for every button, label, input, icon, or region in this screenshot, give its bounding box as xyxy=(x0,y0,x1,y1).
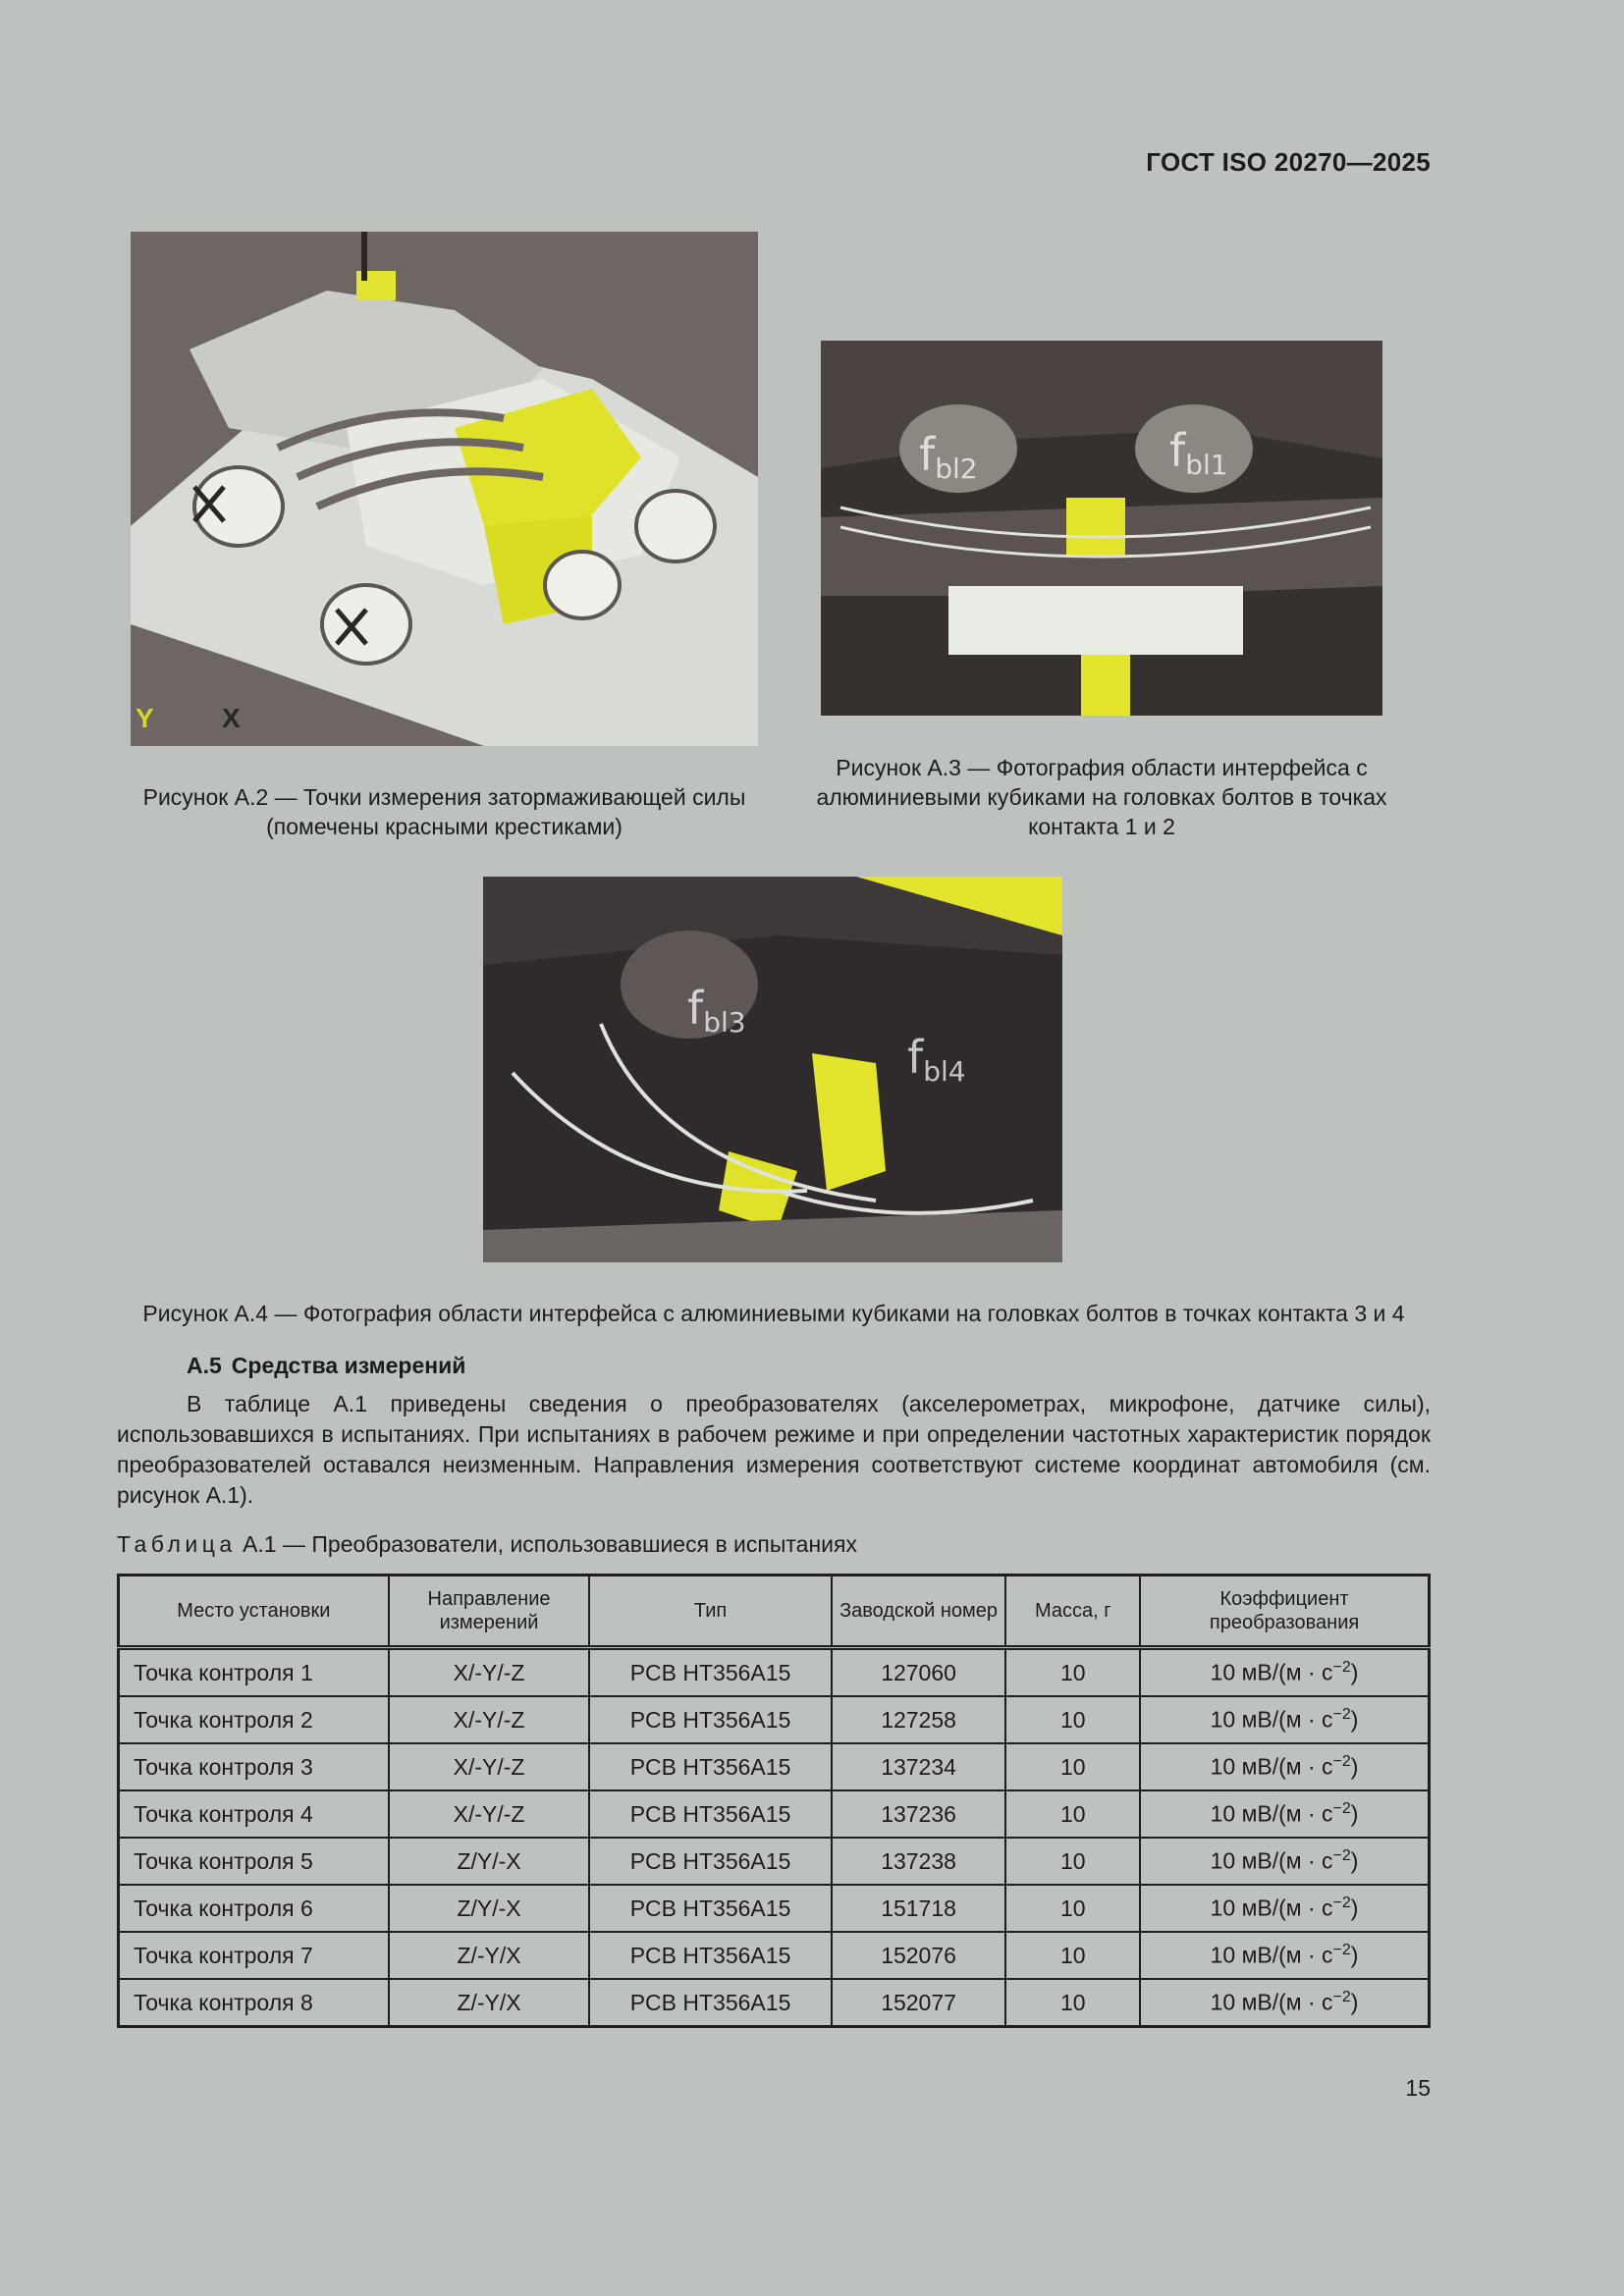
interface-photo-a3 xyxy=(821,341,1382,716)
table-cell: 10 xyxy=(1005,1979,1140,2027)
table-cell: 10 xyxy=(1005,1932,1140,1979)
coefficient-exponent: −2 xyxy=(1332,1989,1351,2006)
coefficient-exponent: −2 xyxy=(1332,1659,1351,1677)
coefficient-base: 10 мВ/(м · с xyxy=(1210,1895,1333,1921)
table-row xyxy=(119,1743,1430,1790)
coefficient-base: 10 мВ/(м · с xyxy=(1210,1800,1333,1827)
table-cell: Точка контроля 5 xyxy=(119,1838,389,1885)
coefficient-close: ) xyxy=(1350,1847,1359,1874)
table-cell: Z/-Y/X xyxy=(389,1979,590,2027)
table-cell: X/-Y/-Z xyxy=(389,1790,590,1838)
table-cell: PCB HT356A15 xyxy=(589,1696,831,1743)
table-cell: 127258 xyxy=(832,1696,1006,1743)
column-header: Направление измерений xyxy=(389,1575,590,1648)
table-cell: X/-Y/-Z xyxy=(389,1648,590,1697)
table-cell: Z/Y/-X xyxy=(389,1885,590,1932)
table-row xyxy=(119,1790,1430,1838)
table-cell: 127060 xyxy=(832,1648,1006,1697)
table-row xyxy=(119,1979,1430,2027)
table-cell: 10 xyxy=(1005,1648,1140,1697)
label-fbl4: fbl4 xyxy=(907,1031,966,1088)
table-cell: 152076 xyxy=(832,1932,1006,1979)
figure-a4-photo xyxy=(483,877,1062,1262)
coefficient-exponent: −2 xyxy=(1332,1942,1351,1959)
section-paragraph: В таблице А.1 приведены сведения о преобразователях (акселерометрах, микрофоне, датчике силы), использовавшихся в испытаниях. При испытаниях в рабочем режиме и при определении частотных характеристик порядок преобразователей оставался неизменным. Направления измерения соответствуют системе координат автомобиля (см. рисунок А.1). xyxy=(117,1391,1431,1508)
axis-x-label: X xyxy=(222,703,241,733)
table-row xyxy=(119,1838,1430,1885)
table-caption-word: Таблица xyxy=(117,1531,237,1557)
table-cell: 137234 xyxy=(832,1743,1006,1790)
table-cell: Z/-Y/X xyxy=(389,1932,590,1979)
coefficient-exponent: −2 xyxy=(1332,1753,1351,1771)
table-cell: 10 xyxy=(1005,1743,1140,1790)
column-header: Заводской номер xyxy=(832,1575,1006,1648)
figure-a2-caption: Рисунок А.2 — Точки измерения затормаживающей силы (помечены красными крестиками) xyxy=(142,784,746,839)
table-cell: Точка контроля 3 xyxy=(119,1743,389,1790)
table-caption-text: А.1 — Преобразователи, использовавшиеся в испытаниях xyxy=(243,1531,857,1557)
table-cell: 10 xyxy=(1005,1790,1140,1838)
table-cell-coefficient xyxy=(1140,1743,1429,1790)
coefficient-base: 10 мВ/(м · с xyxy=(1210,1989,1333,2015)
column-header: Коэффициент преобразования xyxy=(1140,1575,1429,1648)
table-cell: 10 xyxy=(1005,1696,1140,1743)
engine-illustration xyxy=(131,232,758,746)
coefficient-close: ) xyxy=(1350,1895,1359,1921)
table-cell-coefficient xyxy=(1140,1885,1429,1932)
interface-photo-a4 xyxy=(483,877,1062,1262)
coefficient-base: 10 мВ/(м · с xyxy=(1210,1942,1333,1968)
table-cell: PCB HT356A15 xyxy=(589,1838,831,1885)
column-header: Тип xyxy=(589,1575,831,1648)
column-header: Место установки xyxy=(119,1575,389,1648)
figure-a3-caption: Рисунок А.3 — Фотография области интерфейса с алюминиевыми кубиками на головках болтов в точках контакта 1 и 2 xyxy=(816,755,1387,839)
coefficient-close: ) xyxy=(1350,1800,1359,1827)
coefficient-base: 10 мВ/(м · с xyxy=(1210,1706,1333,1733)
coefficient-base: 10 мВ/(м · с xyxy=(1210,1659,1333,1685)
table-header-row xyxy=(119,1575,1430,1648)
table-cell-coefficient xyxy=(1140,1648,1429,1697)
table-cell: Точка контроля 4 xyxy=(119,1790,389,1838)
table-cell-coefficient xyxy=(1140,1790,1429,1838)
coefficient-close: ) xyxy=(1350,1659,1359,1685)
column-header: Масса, г xyxy=(1005,1575,1140,1648)
table-row xyxy=(119,1696,1430,1743)
table-row xyxy=(119,1885,1430,1932)
figure-a2-photo xyxy=(131,232,758,746)
table-row xyxy=(119,1648,1430,1697)
page-number: 15 xyxy=(1405,2075,1431,2101)
table-cell: PCB HT356A15 xyxy=(589,1648,831,1697)
figure-a3-photo xyxy=(821,341,1382,716)
table-cell: Точка контроля 1 xyxy=(119,1648,389,1697)
table-cell: Точка контроля 7 xyxy=(119,1932,389,1979)
label-fbl3: fbl3 xyxy=(687,982,746,1039)
table-cell: Точка контроля 2 xyxy=(119,1696,389,1743)
table-cell: PCB HT356A15 xyxy=(589,1790,831,1838)
coefficient-exponent: −2 xyxy=(1332,1706,1351,1724)
table-cell: X/-Y/-Z xyxy=(389,1743,590,1790)
table-cell: 10 xyxy=(1005,1885,1140,1932)
table-caption xyxy=(117,1531,857,1558)
section-title: Средства измерений xyxy=(231,1353,466,1378)
coefficient-close: ) xyxy=(1350,1942,1359,1968)
table-cell: PCB HT356A15 xyxy=(589,1743,831,1790)
coefficient-base: 10 мВ/(м · с xyxy=(1210,1753,1333,1780)
table-cell: PCB HT356A15 xyxy=(589,1885,831,1932)
section-heading xyxy=(187,1353,465,1379)
label-fbl2: fbl2 xyxy=(919,428,978,485)
table-cell: Z/Y/-X xyxy=(389,1838,590,1885)
coefficient-base: 10 мВ/(м · с xyxy=(1210,1847,1333,1874)
table-cell: 151718 xyxy=(832,1885,1006,1932)
table-cell: 137238 xyxy=(832,1838,1006,1885)
coefficient-exponent: −2 xyxy=(1332,1895,1351,1912)
table-cell-coefficient xyxy=(1140,1932,1429,1979)
transducers-table xyxy=(117,1574,1431,2028)
table-cell-coefficient xyxy=(1140,1838,1429,1885)
coefficient-exponent: −2 xyxy=(1332,1847,1351,1865)
table-cell: PCB HT356A15 xyxy=(589,1979,831,2027)
table-cell: 137236 xyxy=(832,1790,1006,1838)
table-cell: 10 xyxy=(1005,1838,1140,1885)
axis-y-label: Y xyxy=(135,703,154,733)
table-cell: Точка контроля 8 xyxy=(119,1979,389,2027)
coefficient-exponent: −2 xyxy=(1332,1800,1351,1818)
section-number: А.5 xyxy=(187,1353,222,1378)
document-id: ГОСТ ISO 20270—2025 xyxy=(1146,147,1431,177)
table-cell-coefficient xyxy=(1140,1696,1429,1743)
table-cell: X/-Y/-Z xyxy=(389,1696,590,1743)
coefficient-close: ) xyxy=(1350,1753,1359,1780)
table-cell-coefficient xyxy=(1140,1979,1429,2027)
table-row xyxy=(119,1932,1430,1979)
label-fbl1: fbl1 xyxy=(1169,424,1228,481)
coefficient-close: ) xyxy=(1350,1989,1359,2015)
table-cell: Точка контроля 6 xyxy=(119,1885,389,1932)
table-cell: PCB HT356A15 xyxy=(589,1932,831,1979)
figure-a4-caption: Рисунок А.4 — Фотография области интерфейса с алюминиевыми кубиками на головках болтов в точках контакта 3 и 4 xyxy=(142,1301,1405,1326)
table-cell: 152077 xyxy=(832,1979,1006,2027)
coefficient-close: ) xyxy=(1350,1706,1359,1733)
